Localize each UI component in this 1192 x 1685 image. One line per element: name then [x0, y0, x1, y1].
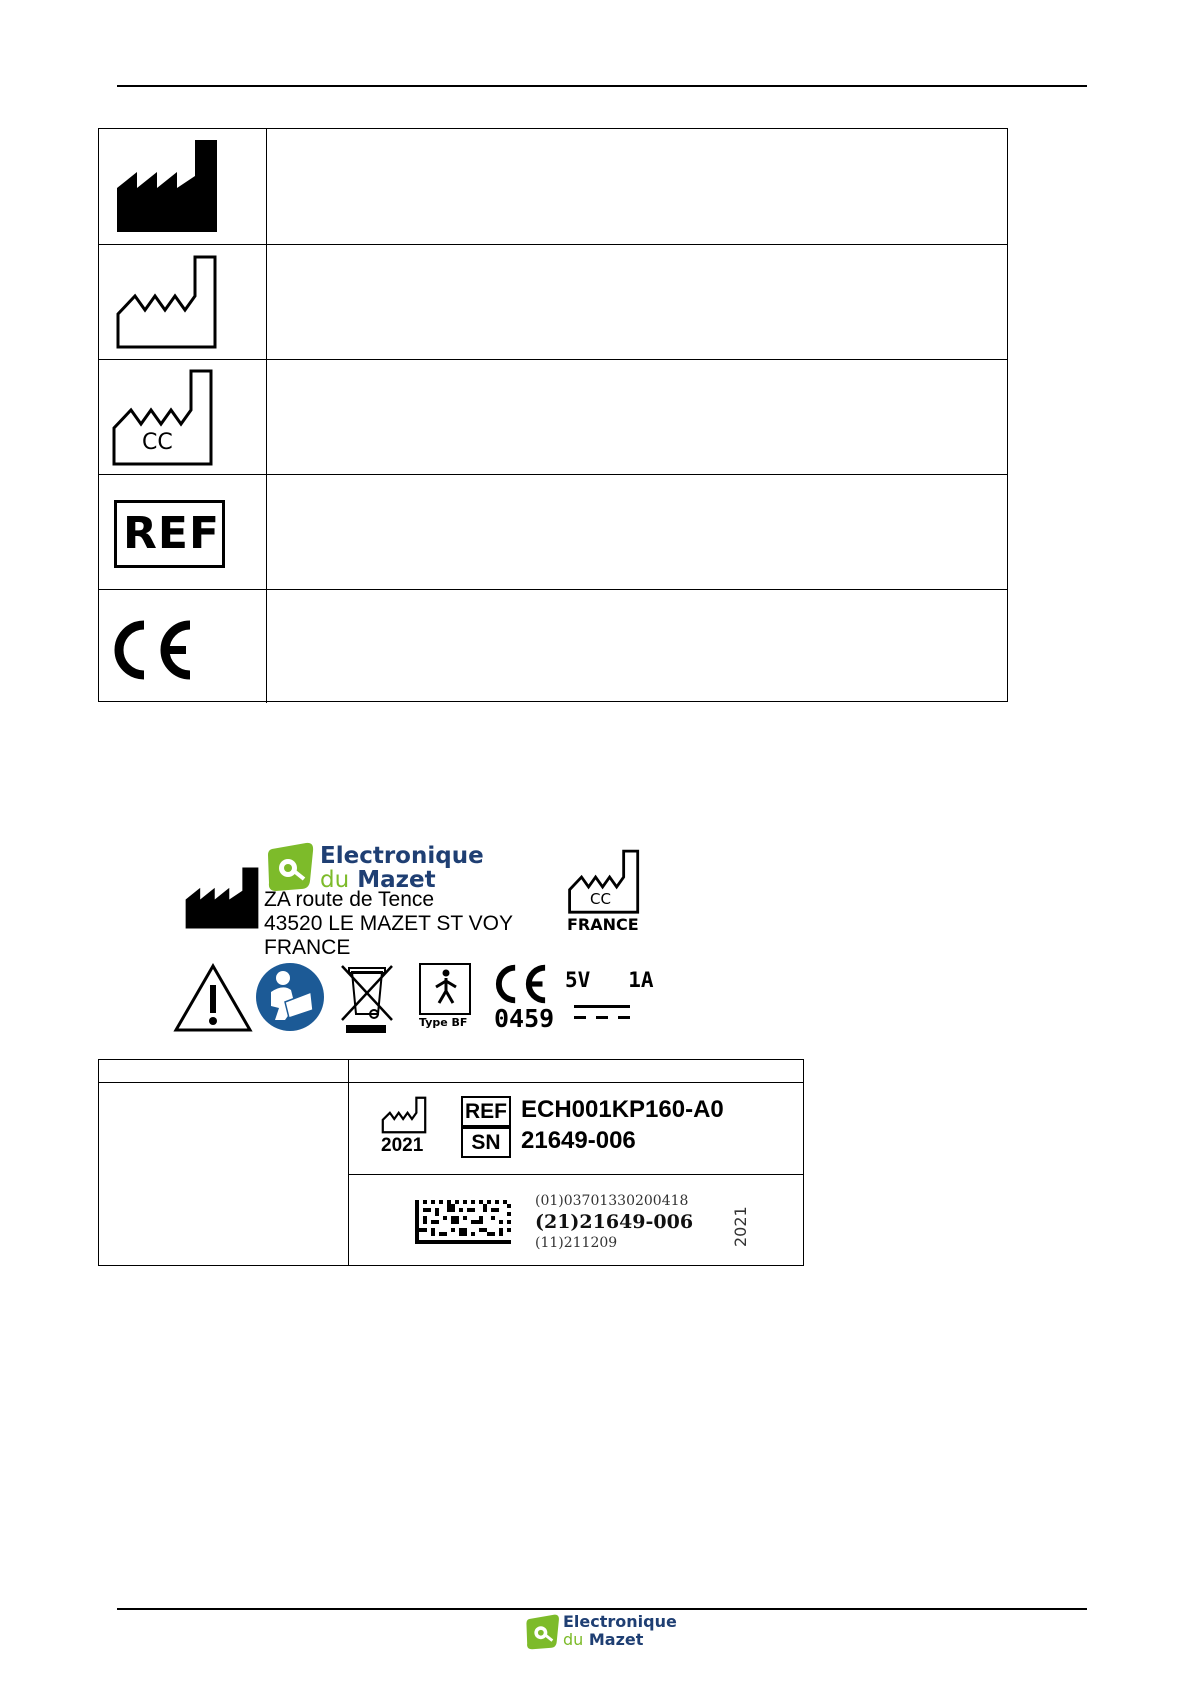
symbol-row-date-of-manufacture — [99, 244, 1007, 359]
table-header-left — [99, 1060, 349, 1083]
date-of-manufacture-icon — [381, 1096, 427, 1134]
symbol-icon-cell — [99, 129, 267, 244]
symbol-icon-cell — [99, 360, 267, 474]
symbol-description — [267, 129, 1007, 244]
brand-logo-icon — [266, 841, 316, 893]
footer-brand-name: Electronique — [563, 1612, 677, 1631]
symbol-icon-cell — [99, 475, 267, 589]
symbol-description — [267, 590, 1007, 703]
manufacturer-filled-icon — [115, 138, 219, 234]
label-udi-cell — [349, 1175, 803, 1265]
country-code-text: CC — [590, 890, 611, 908]
label-ref-sn-cell — [349, 1083, 803, 1175]
ce-mark-icon — [493, 963, 549, 1005]
footer-brand-subline — [563, 1630, 643, 1649]
type-bf-label: Type BF — [419, 1016, 468, 1029]
symbol-description — [267, 360, 1007, 474]
read-instructions-icon — [255, 962, 325, 1032]
direct-current-icon — [574, 1003, 630, 1023]
ce-notified-body-number: 0459 — [494, 1004, 555, 1033]
symbol-row-manufacturer — [99, 129, 1007, 244]
udi-gtin: (01)03701330200418 — [535, 1193, 689, 1209]
footer-brand-mazet: Mazet — [583, 1630, 644, 1649]
weee-disposal-icon — [338, 962, 396, 1034]
footer-logo — [525, 1612, 675, 1652]
address-line-1: ZA route de Tence — [264, 888, 435, 911]
sn-tag: SN — [461, 1127, 511, 1158]
ref-tag: REF — [461, 1096, 511, 1127]
table-header-right — [349, 1060, 803, 1083]
brand-du: du — [320, 867, 350, 893]
type-bf-icon — [419, 963, 471, 1015]
brand-logo-icon — [525, 1613, 561, 1651]
brand-mazet: Mazet — [349, 867, 436, 893]
brand-name: Electronique — [320, 843, 484, 869]
footer-brand-du: du — [563, 1630, 584, 1649]
udi-date: (11)211209 — [535, 1235, 618, 1251]
header-rule — [117, 85, 1087, 87]
symbol-description — [267, 245, 1007, 359]
manufacturer-filled-icon — [184, 866, 260, 930]
symbol-table — [98, 128, 1008, 702]
serial-label-table — [98, 1059, 804, 1266]
warning-icon — [173, 963, 253, 1033]
symbol-row-ce — [99, 589, 1007, 703]
datamatrix-barcode-icon — [415, 1200, 511, 1244]
udi-serial: (21)21649-006 — [535, 1211, 694, 1233]
sn-value: 21649-006 — [521, 1127, 636, 1154]
footer-rule — [117, 1608, 1087, 1610]
symbol-description — [267, 475, 1007, 589]
symbol-row-ref — [99, 474, 1007, 589]
manufacture-year: 2021 — [381, 1135, 424, 1156]
symbol-row-country-of-manufacture — [99, 359, 1007, 474]
table-body-left — [99, 1083, 349, 1265]
power-rating: 5V 1A — [565, 968, 654, 992]
country-code-text: CC — [142, 430, 173, 455]
country-label: FRANCE — [567, 915, 639, 934]
symbol-icon-cell — [99, 245, 267, 359]
ref-catalogue-number-icon — [114, 500, 225, 568]
vertical-year: 2021 — [731, 1206, 750, 1247]
address-line-2: 43520 LE MAZET ST VOY — [264, 912, 514, 935]
symbol-icon-cell — [99, 590, 267, 703]
date-of-manufacture-icon — [115, 254, 219, 350]
ref-icon-text: REF — [123, 508, 220, 559]
ref-value: ECH001KP160-A0 — [521, 1096, 724, 1123]
body-figure-icon — [431, 969, 461, 1005]
ce-mark-icon — [110, 619, 196, 681]
address-line-3: FRANCE — [264, 936, 351, 959]
